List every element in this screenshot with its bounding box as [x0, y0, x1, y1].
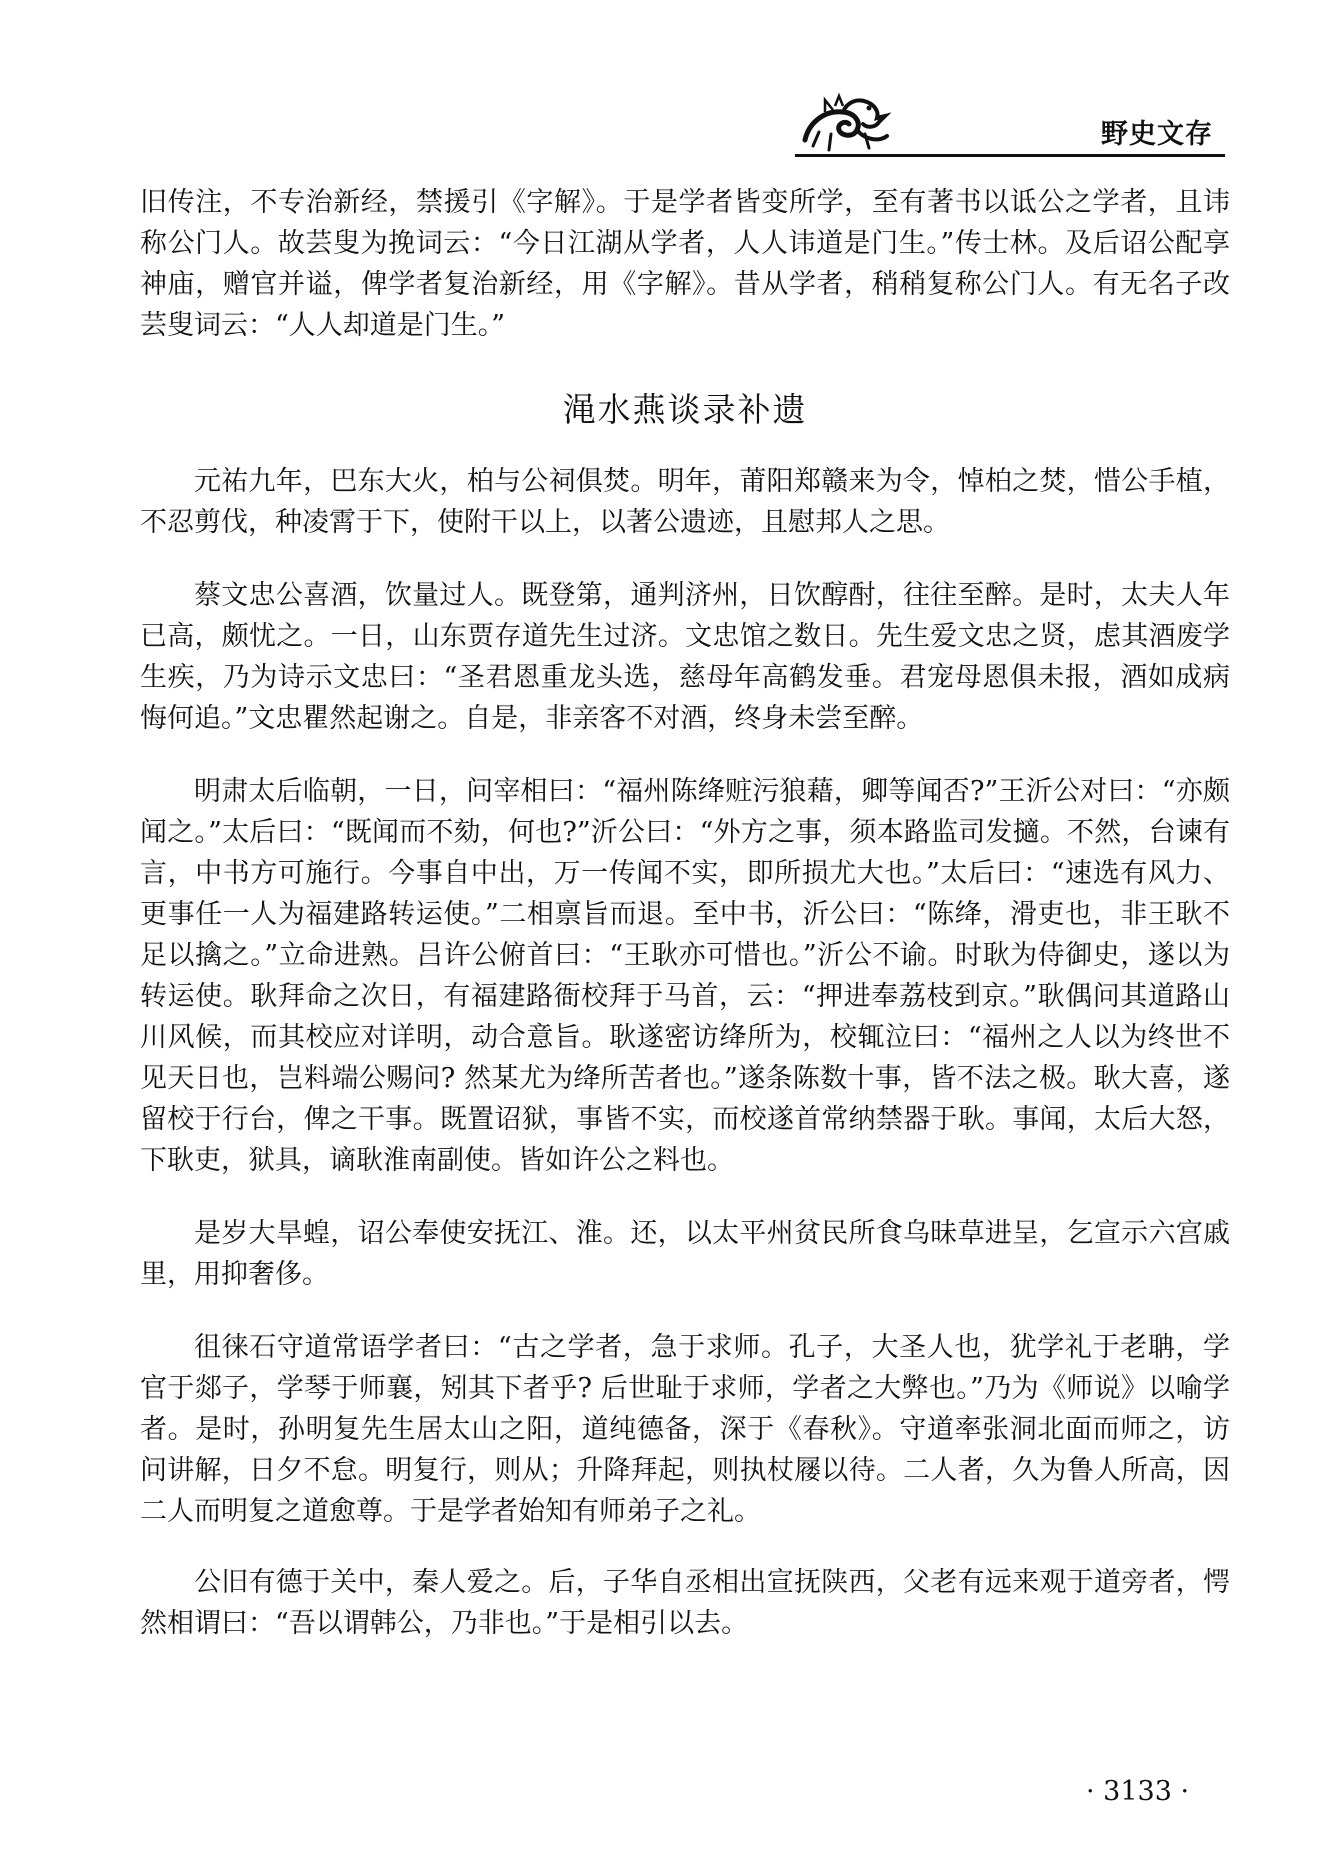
running-header: [795, 92, 1225, 162]
paragraph: 蔡文忠公喜酒，饮量过人。既登第，通判济州，日饮醇酎，往往至醉。是时，太夫人年已高，颇忧之。一日，山东贾存道先生过济。文忠馆之数日。先生爱文忠之贤，虑其酒废学生疾，乃为诗示文忠曰：“圣君恩重龙头选，慈母年高鹤发垂。君宠母恩俱未报，酒如成病悔何追。”文忠瞿然起谢之。自是，非亲客不对酒，终身未尝至醉。: [140, 580, 1230, 734]
paragraph: 明肃太后临朝，一日，问宰相曰：“福州陈绛赃污狼藉，卿等闻否?”王沂公对曰：“亦颇闻之。”太后曰：“既闻而不劾，何也?”沂公曰：“外方之事，须本路监司发擿。不然，台谏有言，中书方可施行。今事自中出，万一传闻不实，即所损尤大也。”太后曰：“速选有风力、更事任一人为福建路转运使。”二相禀旨而退。至中书，沂公曰：“陈绛，滑吏也，非王耿不足以擒之。”立命进熟。吕许公俯首曰：“王耿亦可惜也。”沂公不谕。时耿为侍御史，遂以为转运使。耿拜命之次日，有福建路衙校拜于马首，云：“押进奉荔枝到京。”耿偶问其道路山川风候，而其校应对详明，动合意旨。耿遂密访绛所为，校辄泣曰：“福州之人以为终世不见天日也，岂料端公赐问? 然某尤为绛所苦者也。”遂条陈数十事，皆不法之极。耿大喜，遂留校于行台，俾之干事。既置诏狱，事皆不实，而校遂首常纳禁器于耿。事闻，太后大怒，下耿吏，狱具，谪耿淮南副使。皆如许公之料也。: [140, 776, 1230, 1176]
header-rule: [795, 154, 1225, 157]
page-number: · 3133 ·: [1086, 1776, 1190, 1807]
intro-paragraph: 旧传注，不专治新经，禁援引《字解》。于是学者皆变所学，至有著书以诋公之学者，且讳称公门人。故芸叟为挽词云：“今日江湖从学者，人人讳道是门生。”传士林。及后诏公配享神庙，赠官并谥，俾学者复治新经，用《字解》。昔从学者，稍稍复称公门人。有无名子改芸叟词云：“人人却道是门生。”: [140, 187, 1230, 341]
paragraph: 是岁大旱蝗，诏公奉使安抚江、淮。还，以太平州贫民所食乌昧草进呈，乞宣示六宫戚里，用抑奢侈。: [140, 1218, 1230, 1290]
paragraph: 公旧有德于关中，秦人爱之。后，子华自丞相出宣抚陕西，父老有远来观于道旁者，愕然相谓曰：“吾以谓韩公，乃非也。”于是相引以去。: [140, 1567, 1230, 1639]
page-body: [140, 182, 1230, 1644]
series-title: 野史文存: [1101, 119, 1213, 150]
section-title: 渑水燕谈录补遗: [562, 390, 808, 429]
paragraph: 元祐九年，巴东大火，柏与公祠俱焚。明年，莆阳郑赣来为令，悼柏之焚，惜公手植，不忍剪伐，种凌霄于下，使附干以上，以著公遗迹，且慰邦人之思。: [140, 466, 1230, 538]
paragraph: 徂徕石守道常语学者曰：“古之学者，急于求师。孔子，大圣人也，犹学礼于老聃，学官于郯子，学琴于师襄，矧其下者乎? 后世耻于求师，学者之大弊也。”乃为《师说》以喻学者。是时，孙明复先生居太山之阳，道纯德备，深于《春秋》。守道率张洞北面而师之，访问讲解，日夕不怠。明复行，则从；升降拜起，则执杖屦以待。二人者，久为鲁人所高，因二人而明复之道愈尊。于是学者始知有师弟子之礼。: [140, 1332, 1230, 1527]
dragon-logo-icon: [795, 92, 895, 162]
